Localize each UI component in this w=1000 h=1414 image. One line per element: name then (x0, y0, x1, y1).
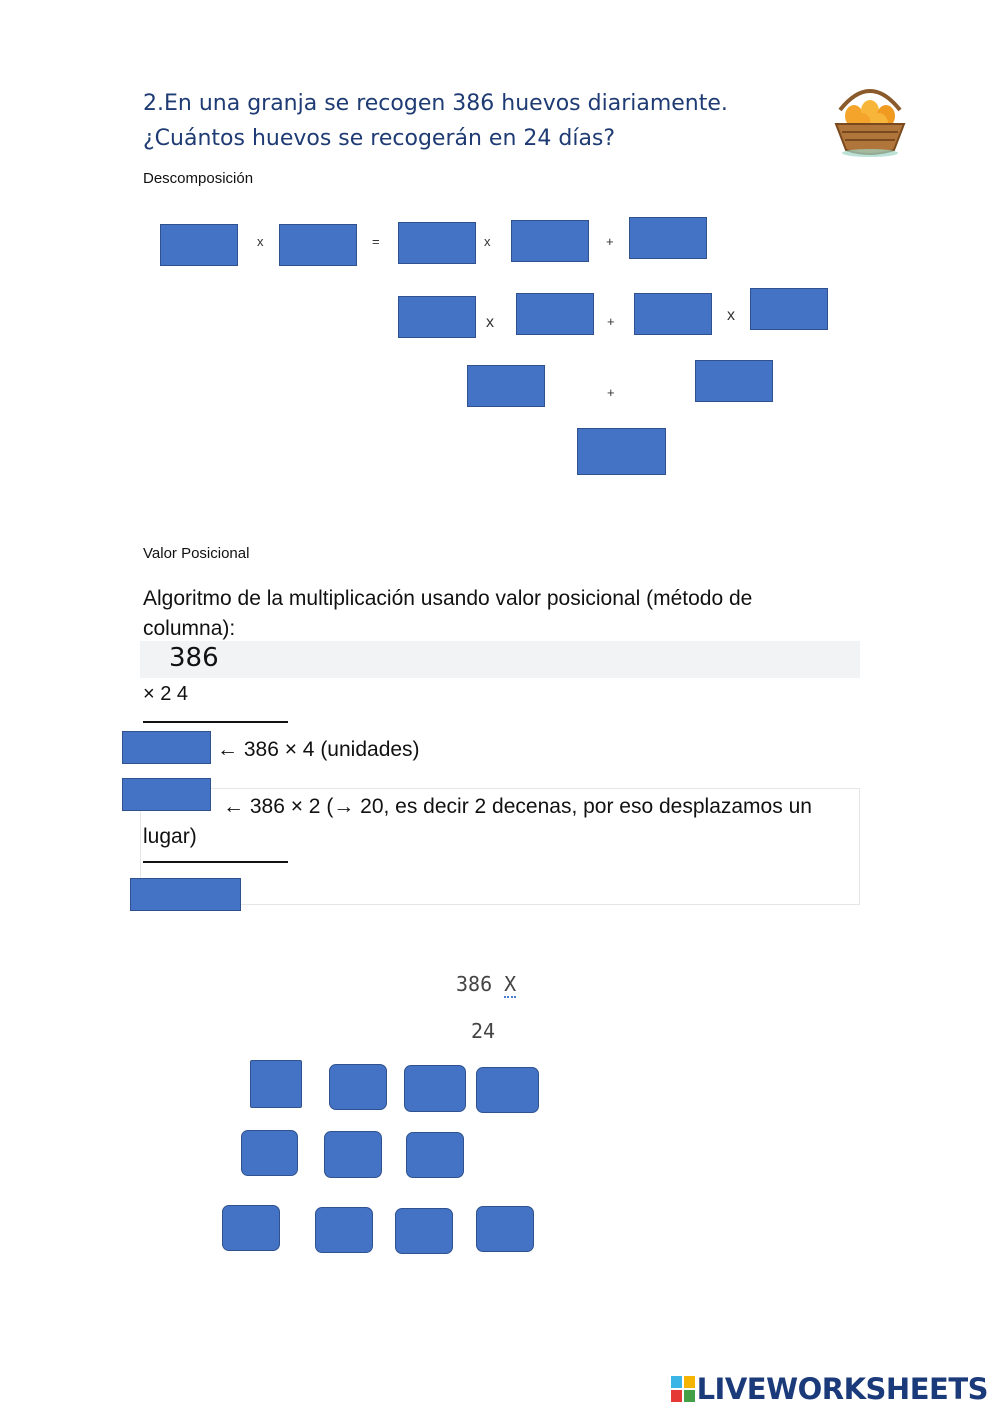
answer-box[interactable] (404, 1065, 466, 1112)
answer-box[interactable] (516, 293, 594, 335)
answer-box[interactable] (160, 224, 238, 266)
liveworksheets-logo (671, 1372, 988, 1406)
answer-box[interactable] (279, 224, 357, 266)
answer-box-result[interactable] (577, 428, 666, 475)
answer-box[interactable] (329, 1064, 387, 1110)
answer-box[interactable] (750, 288, 828, 330)
answer-box[interactable] (315, 1207, 373, 1253)
plus-operator: + (606, 234, 614, 249)
multiplier: × 2 4 (143, 683, 189, 705)
answer-box-total[interactable] (130, 878, 241, 911)
answer-box[interactable] (406, 1132, 464, 1178)
answer-box[interactable] (395, 1208, 453, 1254)
answer-box[interactable] (250, 1060, 302, 1108)
answer-box[interactable] (695, 360, 773, 402)
answer-box[interactable] (222, 1205, 280, 1251)
answer-box[interactable] (476, 1067, 539, 1113)
partial-1-note: ← 386 × 4 (unidades) (217, 738, 420, 761)
partial-2-note: ← 386 × 2 (→ 20, es decir 2 decenas, por eso desplazamos un lugar) (143, 795, 812, 848)
plus-operator: + (607, 314, 615, 329)
column-top-number: 386 X (456, 972, 517, 996)
answer-box[interactable] (467, 365, 545, 407)
answer-box[interactable] (476, 1206, 534, 1252)
algorithm-title: Algoritmo de la multiplicación usando valor posicional (método de columna): (143, 587, 753, 640)
logo-blocks-icon (671, 1376, 695, 1402)
decomposition-heading: Descomposición (143, 170, 254, 187)
times-sign: X (504, 972, 517, 996)
egg-basket-icon (830, 80, 910, 158)
place-value-heading: Valor Posicional (143, 545, 250, 562)
sum-line (143, 721, 288, 723)
answer-box-partial-1[interactable] (122, 731, 211, 764)
multiplicand: 386 (169, 643, 219, 673)
times-operator: x (727, 307, 735, 324)
sum-line (143, 861, 288, 863)
times-operator: x (257, 234, 264, 249)
times-operator: x (484, 234, 491, 249)
plus-operator: + (607, 385, 615, 400)
answer-box[interactable] (629, 217, 707, 259)
answer-box[interactable] (241, 1130, 298, 1176)
answer-box[interactable] (398, 222, 476, 264)
answer-box[interactable] (634, 293, 712, 335)
answer-box[interactable] (324, 1131, 382, 1178)
column-bottom-number: 24 (471, 1019, 496, 1043)
equals-operator: = (372, 234, 380, 249)
question-text: 2.En una granja se recogen 386 huevos diariamente. ¿Cuántos huevos se recogerán en 24 días? (143, 91, 728, 151)
answer-box[interactable] (398, 296, 476, 338)
multiplicand-band (140, 641, 860, 678)
times-operator: x (486, 314, 494, 331)
logo-text: LIVEWORKSHEETS (696, 1372, 988, 1406)
answer-box[interactable] (511, 220, 589, 262)
